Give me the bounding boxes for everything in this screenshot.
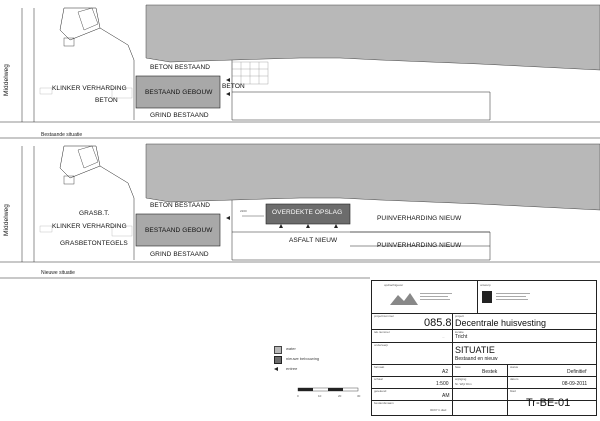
entree-arrow-icon [274, 367, 278, 371]
tb-status: Definitief [567, 369, 587, 375]
label-overdekte-opslag: OVERDEKTE OPSLAG [272, 209, 343, 216]
tb-row-locatie [372, 329, 596, 343]
scale-tick-20: 20 [338, 394, 342, 398]
tb-bestandsnaam: 00/07 tr.dwd [430, 408, 447, 412]
tb-blad-label: blad [510, 389, 516, 393]
scale-tick-30: 30 [357, 394, 361, 398]
tb-schaal: 1:500 [436, 381, 449, 387]
tb-project-label: project [455, 314, 465, 318]
tb-ops-row-0: Nr. Wijz Dtm [455, 382, 472, 386]
architect-logo [482, 291, 492, 303]
label-grind-top: GRIND BESTAAND [150, 112, 209, 119]
water-area [146, 5, 600, 70]
legend-label-entree: entree [286, 366, 298, 371]
label-dimension: 2200 [240, 209, 247, 213]
tb-blad: Tr-BE-01 [526, 397, 571, 409]
tb-row-project [372, 313, 596, 330]
scale-tick-0: 0 [297, 394, 299, 398]
tb-locatie-label: locatie [455, 330, 464, 334]
tb-header [372, 281, 596, 314]
tb-opdrachtgever-label: opdrachtgever [384, 283, 404, 287]
tb-getekend: AM [442, 393, 450, 399]
tb-dash: ... [442, 335, 445, 339]
new-building-swatch [274, 356, 282, 364]
tb-bestandsnaam-label: bestandsnaam [374, 401, 394, 405]
site-plan-existing [0, 0, 600, 140]
tb-projectnummer: 085.8 [424, 317, 452, 329]
tb-row-onderwerp [372, 342, 596, 365]
tb-onderwerp-sub: Bestaand en nieuw [455, 356, 498, 362]
scale-bar [296, 387, 366, 401]
label-beton-left-top: BETON [95, 97, 118, 104]
tb-formaat: A2 [442, 369, 449, 375]
legend [274, 345, 374, 405]
architect-address-block [496, 291, 586, 305]
label-bestaand-gebouw-bottom: BESTAAND GEBOUW [145, 227, 213, 234]
label-klinker-bottom: KLINKER VERHARDING [52, 223, 127, 230]
tb-datum-label: datum [510, 377, 519, 381]
street-label-top: Middelweg [3, 64, 10, 96]
tb-row-bestandsnaam [372, 397, 596, 415]
label-grasbt: GRASB.T. [79, 210, 110, 217]
caption-existing: Bestaande situatie [41, 132, 83, 138]
label-grasbetontegels: GRASBETONTEGELS [60, 240, 128, 247]
tb-projectnummer-label: projectnummer [374, 314, 395, 318]
tb-formaat-label: formaat [374, 365, 385, 369]
scale-tick-10: 10 [318, 394, 322, 398]
tb-dash-label: tek.nummer [374, 330, 390, 334]
tb-onderwerp-label: onderwerp [374, 343, 389, 347]
tb-header-divider [477, 281, 478, 313]
label-puin-2: PUINVERHARDING NIEUW [377, 242, 462, 249]
legend-label-new-building: nieuwe bebouwing [286, 356, 320, 361]
tb-getekend-label: getekend [374, 389, 387, 393]
tb-status-label: status [510, 365, 519, 369]
tb-locatie: Tricht [455, 334, 468, 340]
label-beton-bestaand-bottom: BETON BESTAAND [150, 202, 211, 209]
water-area-new [146, 144, 600, 210]
tb-ontwerp-label: ontwerp [480, 283, 491, 287]
label-asfalt: ASFALT NIEUW [289, 237, 338, 244]
label-bestaand-gebouw-top: BESTAAND GEBOUW [145, 89, 213, 96]
tb-fase: Bestek [482, 369, 498, 375]
client-logo [390, 291, 418, 307]
caption-new: Nieuwe situatie [41, 270, 75, 276]
tb-wijzigingen-label: wijziging [455, 377, 467, 381]
label-beton-right-top: BETON [222, 83, 245, 90]
tb-project: Decentrale huisvesting [455, 318, 547, 328]
tb-schaal-label: schaal [374, 377, 383, 381]
label-puin-1: PUINVERHARDING NIEUW [377, 215, 462, 222]
tb-onderwerp: SITUATIE [455, 345, 495, 355]
tb-datum: 08-09-2011 [562, 381, 588, 387]
legend-label-water: water [286, 346, 296, 351]
label-beton-bestaand-top: BETON BESTAAND [150, 64, 211, 71]
street-label-bottom: Middelweg [3, 204, 10, 236]
label-grind-bottom: GRIND BESTAAND [150, 251, 209, 258]
client-address-block [420, 291, 460, 305]
water-swatch [274, 346, 282, 354]
tb-fase-label: fase [455, 365, 461, 369]
title-block [371, 280, 597, 416]
label-klinker-top: KLINKER VERHARDING [52, 85, 127, 92]
